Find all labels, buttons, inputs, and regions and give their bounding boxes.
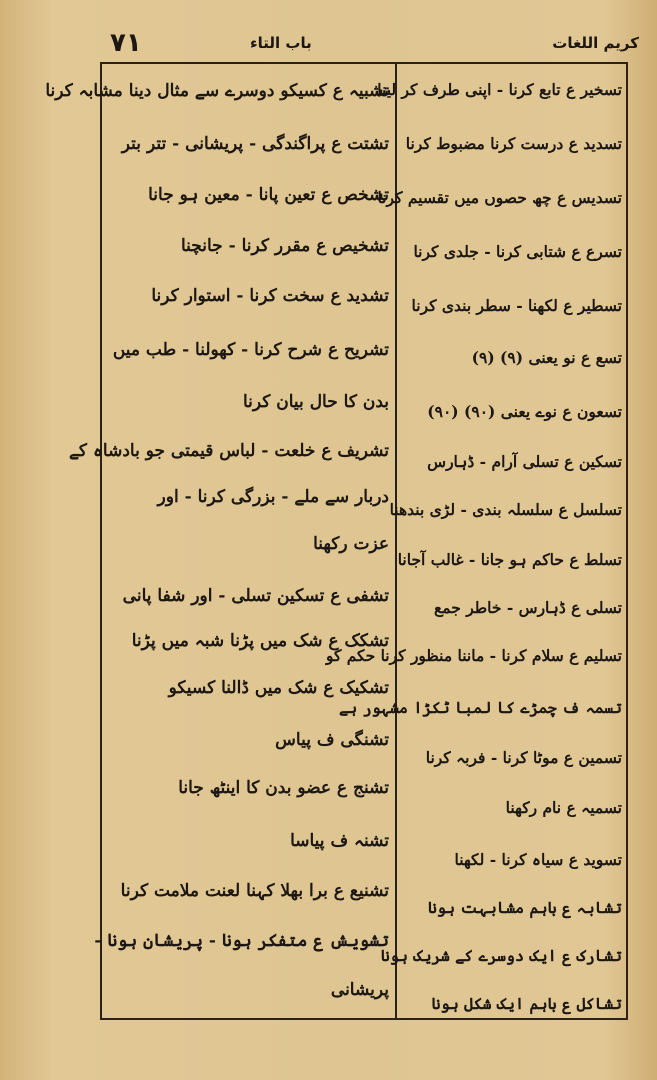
dictionary-entry: تشفی ع تسکین تسلی - اور شفا پانی	[122, 586, 389, 606]
dictionary-entry: تشخیص ع مقرر کرنا - جانچنا	[180, 236, 389, 256]
book-title: کریم اللغات	[552, 34, 639, 52]
dictionary-entry: تشنہ ف پیاسا	[290, 831, 389, 851]
dictionary-entry: تشنج ع عضو بدن کا اینٹھ جانا	[178, 778, 389, 798]
dictionary-entry: عزت رکھنا	[313, 534, 389, 554]
dictionary-entry: تشابہ ع باہم مشابہت ہونا	[427, 898, 622, 917]
dictionary-entry: تشاکل ع باہم ایک شکل ہونا	[431, 994, 622, 1013]
dictionary-entry: بدن کا حال بیان کرنا	[242, 392, 389, 412]
dictionary-entry: تشریح ع شرح کرنا - کھولنا - طب میں	[112, 340, 389, 360]
dictionary-entry: تسرع ع شتابی کرنا - جلدی کرنا	[413, 242, 622, 261]
dictionary-entry: دربار سے ملے - بزرگی کرنا - اور	[157, 487, 389, 507]
dictionary-entry: تسمیہ ع نام رکھنا	[505, 798, 622, 817]
dictionary-entry: تسع ع نو یعنی (۹) (۹)	[471, 348, 622, 367]
page-header	[0, 30, 657, 64]
dictionary-entry: تسلی ع ڈہارس - خاطر جمع	[434, 598, 622, 617]
dictionary-entry: تشکک ع شک میں پڑنا شبہ میں پڑنا	[131, 631, 389, 651]
chapter-title: باب التاء	[250, 34, 312, 52]
left-column	[45, 62, 395, 1020]
dictionary-entry: پریشانی	[330, 980, 389, 1000]
dictionary-entry: تسدیس ع چھ حصوں میں تقسیم کرنا	[377, 188, 622, 207]
dictionary-entry: تسوید ع سیاہ کرنا - لکھنا	[454, 850, 622, 869]
dictionary-entry: تسلط ع حاکم ہو جانا - غالب آجانا	[397, 550, 622, 569]
dictionary-entry: تشتت ع پراگندگی - پریشانی - تتر بتر	[121, 134, 389, 154]
dictionary-entry: تشارک ع ایک دوسرے کے شریک ہونا	[380, 946, 622, 965]
dictionary-entry: تسعون ع نوے یعنی (۹۰) (۹۰)	[427, 402, 622, 421]
page-number: ۷۱	[110, 28, 142, 58]
dictionary-entry: تسخیر ع تابع کرنا - اپنی طرف کر لینا	[377, 80, 622, 99]
dictionary-entry: تشبیہ ع کسیکو دوسرے سے مثال دینا مشابہ کرنا	[45, 81, 389, 101]
dictionary-entry: تسکین ع تسلی آرام - ڈہارس	[427, 452, 622, 471]
dictionary-entry: تشخص ع تعین پانا - معین ہو جانا	[148, 185, 389, 205]
dictionary-entry: تشنگی ف پیاس	[275, 730, 389, 750]
dictionary-entry: تسلیم ع سلام کرنا - ماننا منظور کرنا حکم کو	[325, 646, 622, 665]
dictionary-entry: تشویش ع متفکر ہونا - پریشان ہونا -	[94, 931, 389, 951]
dictionary-entry: تسدید ع درست کرنا مضبوط کرنا	[405, 134, 622, 153]
dictionary-entry: تسطیر ع لکھنا - سطر بندی کرنا	[411, 296, 622, 315]
dictionary-entry: تسمہ ف چمڑے کا لمبا ٹکڑا مشہور ہے	[339, 698, 622, 717]
dictionary-entry: تشنیع ع برا بھلا کہنا لعنت ملامت کرنا	[120, 881, 389, 901]
dictionary-entry: تسلسل ع سلسلہ بندی - لڑی بندھنا	[389, 500, 622, 519]
dictionary-entry: تسمین ع موٹا کرنا - فربہ کرنا	[425, 748, 622, 767]
dictionary-entry: تشکیک ع شک میں ڈالنا کسیکو	[168, 678, 389, 698]
dictionary-entry: تشدید ع سخت کرنا - استوار کرنا	[151, 286, 389, 306]
dictionary-entry: تشریف ع خلعت - لباس قیمتی جو بادشاہ کے	[68, 441, 389, 461]
